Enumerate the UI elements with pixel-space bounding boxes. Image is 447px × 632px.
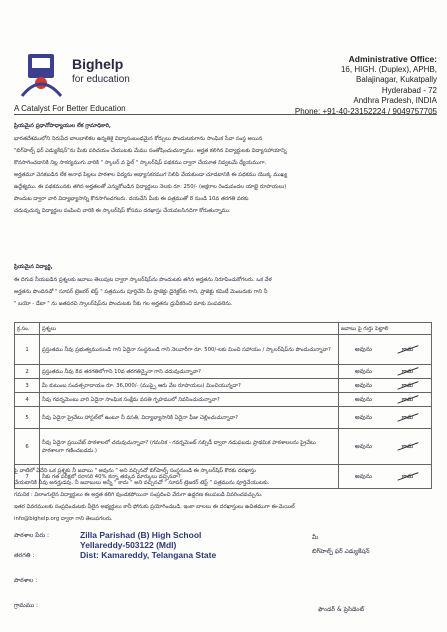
signature-role: ఫౌండర్ & ప్రెసిడెంట్ [318,606,365,613]
question-no: 7 [15,465,40,489]
signature-org: బిగ్‌హెల్ప్ ఫర్ ఎడ్యుకేషన్ [312,548,370,555]
brand-subtitle: for education [72,74,130,85]
answer-no-marked[interactable]: కాదు [401,395,414,403]
question-text: నీకు గత పరీక్షలో సరాసరి 40% కన్నా తక్కువ మార్కులు వచ్చినవా? [40,465,339,489]
question-text: నీవు గవర్నమెంటు వారి ఏదైనా సాంఘిక సంక్షేమ వసతి గృహములో నివసించుచున్నావా? [40,393,339,407]
col-header-question: ప్రశ్నలు [40,323,339,335]
question-no: 2 [15,365,40,379]
answer-no-marked[interactable]: కాదు [401,413,414,421]
table-row [15,393,432,407]
bighelp-logo [14,50,69,98]
office-line: 16, HIGH. (Duplex), APHB, [340,64,437,74]
answer-cell [339,335,432,365]
answer-no-marked[interactable]: కాదు [401,381,414,389]
question-text: ప్రస్తుతము నీవు ప్రభుత్వమునుండి గాని ఏదైనా సంస్థనుండి గాని నెలవారీగా రూ. 500/-లకు మించి సహాయం / స్కాలర్‌షిప్‌ను పొందుచున్నావా? [40,335,339,365]
table-row [15,335,432,365]
table-row [15,429,432,465]
col-header-answer: జవాబు పై గుర్తు పెట్టాలి [339,323,432,335]
para2-line: ఈ దిగువ నీయబడిన ప్రశ్నలకు జవాబు తెలుపుట ద్వారా స్కాలర్‌షిప్‌ను పొందుటకు తగిన అర్హతను నిరూపించుకోగలరు. ఒక వేళ [14,277,272,283]
stamp-line: Zilla Parishad (B) High School [80,530,202,540]
para1-line: భారతదేశములోని నిరుపేద బాలబాలికల ఉన్నతికై విద్యాసంబంధమైన కోర్సులు పొందుటకుగాను సాంఘిక సేవా సంస్థ అయిన [14,136,263,142]
salutation: ప్రియమైన ప్రధానోపాధ్యాయుల లేక గ్రామాధికారి, [14,123,111,129]
answer-yes[interactable]: అవును [354,472,372,480]
para1-line: "బిగ్‌హెల్ప్ ఫర్ ఎడ్యుకేషన్"ను మీకు పరిచయం చేయుటకు మేము సంతోషించుచున్నాము. అర్హత కలిగిన విద్యార్థులకు విద్యాసహాయాన్ని [14,148,287,154]
question-text: ప్రస్తుతము నీవు 8వ తరగతిలోగాని 10వ తరగతిన్నైనా గాని చదువుచున్నావా? [40,365,339,379]
answer-no-marked[interactable]: కాదు [401,442,414,450]
stamp-line: Yellareddy-503122 (Mdl) [80,540,177,550]
answer-no-marked[interactable]: కాదు [401,345,414,353]
office-line: Hyderabad - 72 [381,85,437,95]
table-row [15,407,432,429]
answer-no-marked[interactable]: కాదు [401,367,414,375]
office-address [295,54,437,117]
tagline: A Catalyst For Better Education [14,104,126,113]
answer-cell [339,429,432,465]
brand-name: Bighelp [72,56,124,72]
question-no: 1 [15,335,40,365]
school-stamp [80,530,216,560]
answer-cell [339,365,432,379]
para1-line: చదువుచున్న విద్యార్థుల పంపించి వారికి ఈ స్కాలర్‌షిప్ కోసము దరఖాస్తు చేయవలసినదిగా కోరుతున్నాము. [14,208,231,214]
school-name-label: పాఠశాల పేరు : [14,532,50,539]
answer-cell [339,393,432,407]
stamp-line: Dist: Kamareddy, Telangana State [80,550,217,560]
office-phone: Phone: +91-40-23152224 / 9049757705 [294,106,437,116]
question-no: 5 [15,407,40,429]
question-text: మీ కుటుంబ సంవత్సరాదాయం రూ. 36,000/- (ముప్పై ఆరు వేల రూపాయలు) మించియున్నదా? [40,379,339,393]
question-text: నీవు ఏదైనా ప్రయివేట్ పాఠశాలలో చదువుచున్నావా? (గమనిక - గవర్నమెంట్ సబ్సిడీ ద్వారా నడుపబడు ప్రాథమిక పాఠశాలలను ప్రైవేటు పాఠశాలగా గణించబడదు.) [40,429,339,465]
para3-line: పై వాటిలో ఏదేని ఒక ప్రశ్నకు నీ జవాబు " అవును " అని వచ్చినచో బిగ్‌హెల్ప్ సంస్థనుండి ఈ స్కాలర్‌షిప్ కొరకు దరఖాస్తు [14,468,256,474]
answer-cell [339,407,432,429]
header-divider [14,114,437,115]
para1-line: ఉద్దేశ్యము. ఈ పథకమునకు తగిన అర్హతలతో ఎన్నుకోబడిన విద్యార్థులు నెలకు రూ. 250/- (అక్షరాల రెండువందల యాభై రూపాయలు) [14,184,287,190]
question-no: 3 [15,379,40,393]
office-line: Andhra Pradesh, INDIA [353,96,437,105]
para1-line: కొనసాగించడానికి నిల్ల సాకర్యముగు వారికి " స్కాలర్ వ పైల్ " స్కాలర్‌షిప్ పథకము ద్వారా చేయూత నివ్వటమే ధ్యేయముగా. [14,160,267,166]
eligibility-table [14,322,432,489]
para1-line: పొందుట ద్వారా వారి విద్యాభ్యాసాన్ని కొనసాగించగలరు. దయచేసి మీకు ఈ పత్రముతో 8 నుండి 10వ తరగతి వరకు [14,196,249,202]
table-row [15,379,432,393]
question-no: 4 [15,393,40,407]
answer-yes[interactable]: అవును [354,442,372,450]
para3-line: చేయటానికి నీవు అనర్హుడవు. నీ జవాబులు అన్నీ " కాదు " అని వచ్చినచో " సూపర్ ట్రెజరర్ టెస్ట్ " పత్రమును పూర్తిచేయుటకు. [14,480,270,486]
answer-no-marked[interactable]: కాదు [401,472,414,480]
table-header-row [15,323,432,335]
section-label: పాఠశాల : [14,577,38,584]
para2-line: అర్హతను పొందినచో " సూపర్ ట్రెజరర్ టెస్ట్ " పత్రమును పూర్తిచేసి మీ ప్రాజెక్టు డైరెక్టర్‌కు గాని, ప్రాజెక్టు కమిటీ మెంబరుకు గాని నీ [14,289,268,295]
question-no: 6 [15,429,40,465]
para3-line: ఇతర వివరములకు సంప్రదించుటకు వీలైన అభ్యర్థులు కానీ ఫోనుకు ప్రయోగించబడి, ఇంకా బాలలు ఈ దరఖాస్తులు ఉచితముగా ఈ-మెయిల్ [14,504,295,510]
office-line: Balajinagar, Kukatpally [356,75,437,84]
answer-yes[interactable]: అవును [354,395,372,403]
answer-yes[interactable]: అవును [354,345,372,353]
office-title: Administrative Office: [348,54,437,64]
answer-yes[interactable]: అవును [354,381,372,389]
table-row [15,365,432,379]
answer-yes[interactable]: అవును [354,413,372,421]
answer-cell [339,379,432,393]
signature-yours: మీ [312,534,319,541]
class-label: తరగతి : [14,552,35,559]
para3-line: info@bighelp.org ద్వారా గాని తెలుపగలరు. [14,516,113,522]
salutation-student: ప్రియమైన విద్యార్థి, [14,264,53,270]
para2-line: " బయో - డేటా " ను జతపరచి స్కాలర్‌షిప్‌ను పొందుటకు నీకు గల అర్హతను ధ్రువీకరించి మాకు పంపవలెను. [14,301,233,307]
village-label: గ్రామము : [14,602,39,609]
col-header-no: క్ర.సం. [15,323,40,335]
para3-line: గమనిక : విలాంగులైన విద్యార్థులు ఈ అర్హత కలిగి వుండకపోయినా సంప్రదించి వేరుగా ఉద్దరణ కలుపబడి వివరించవచ్చును. [14,492,263,498]
answer-yes[interactable]: అవును [354,367,372,375]
para1-line: అర్హతమూ వెనకబడిన లేక అనాధ పిల్లలు పాఠశాల విద్యను అభ్యాసకరముగ నిలిపి వేయకుండా చూడటానికి ఈ పథకము యొక్క ముఖ్య [14,172,288,178]
question-text: నీవు ఏదైనా ప్రైవేటు హాస్టల్‌లో ఉంటూ నీ వసతి, విద్యాభ్యాసానికి ఏదైనా ఫీజు చెల్లించుచున్నావా? [40,407,339,429]
